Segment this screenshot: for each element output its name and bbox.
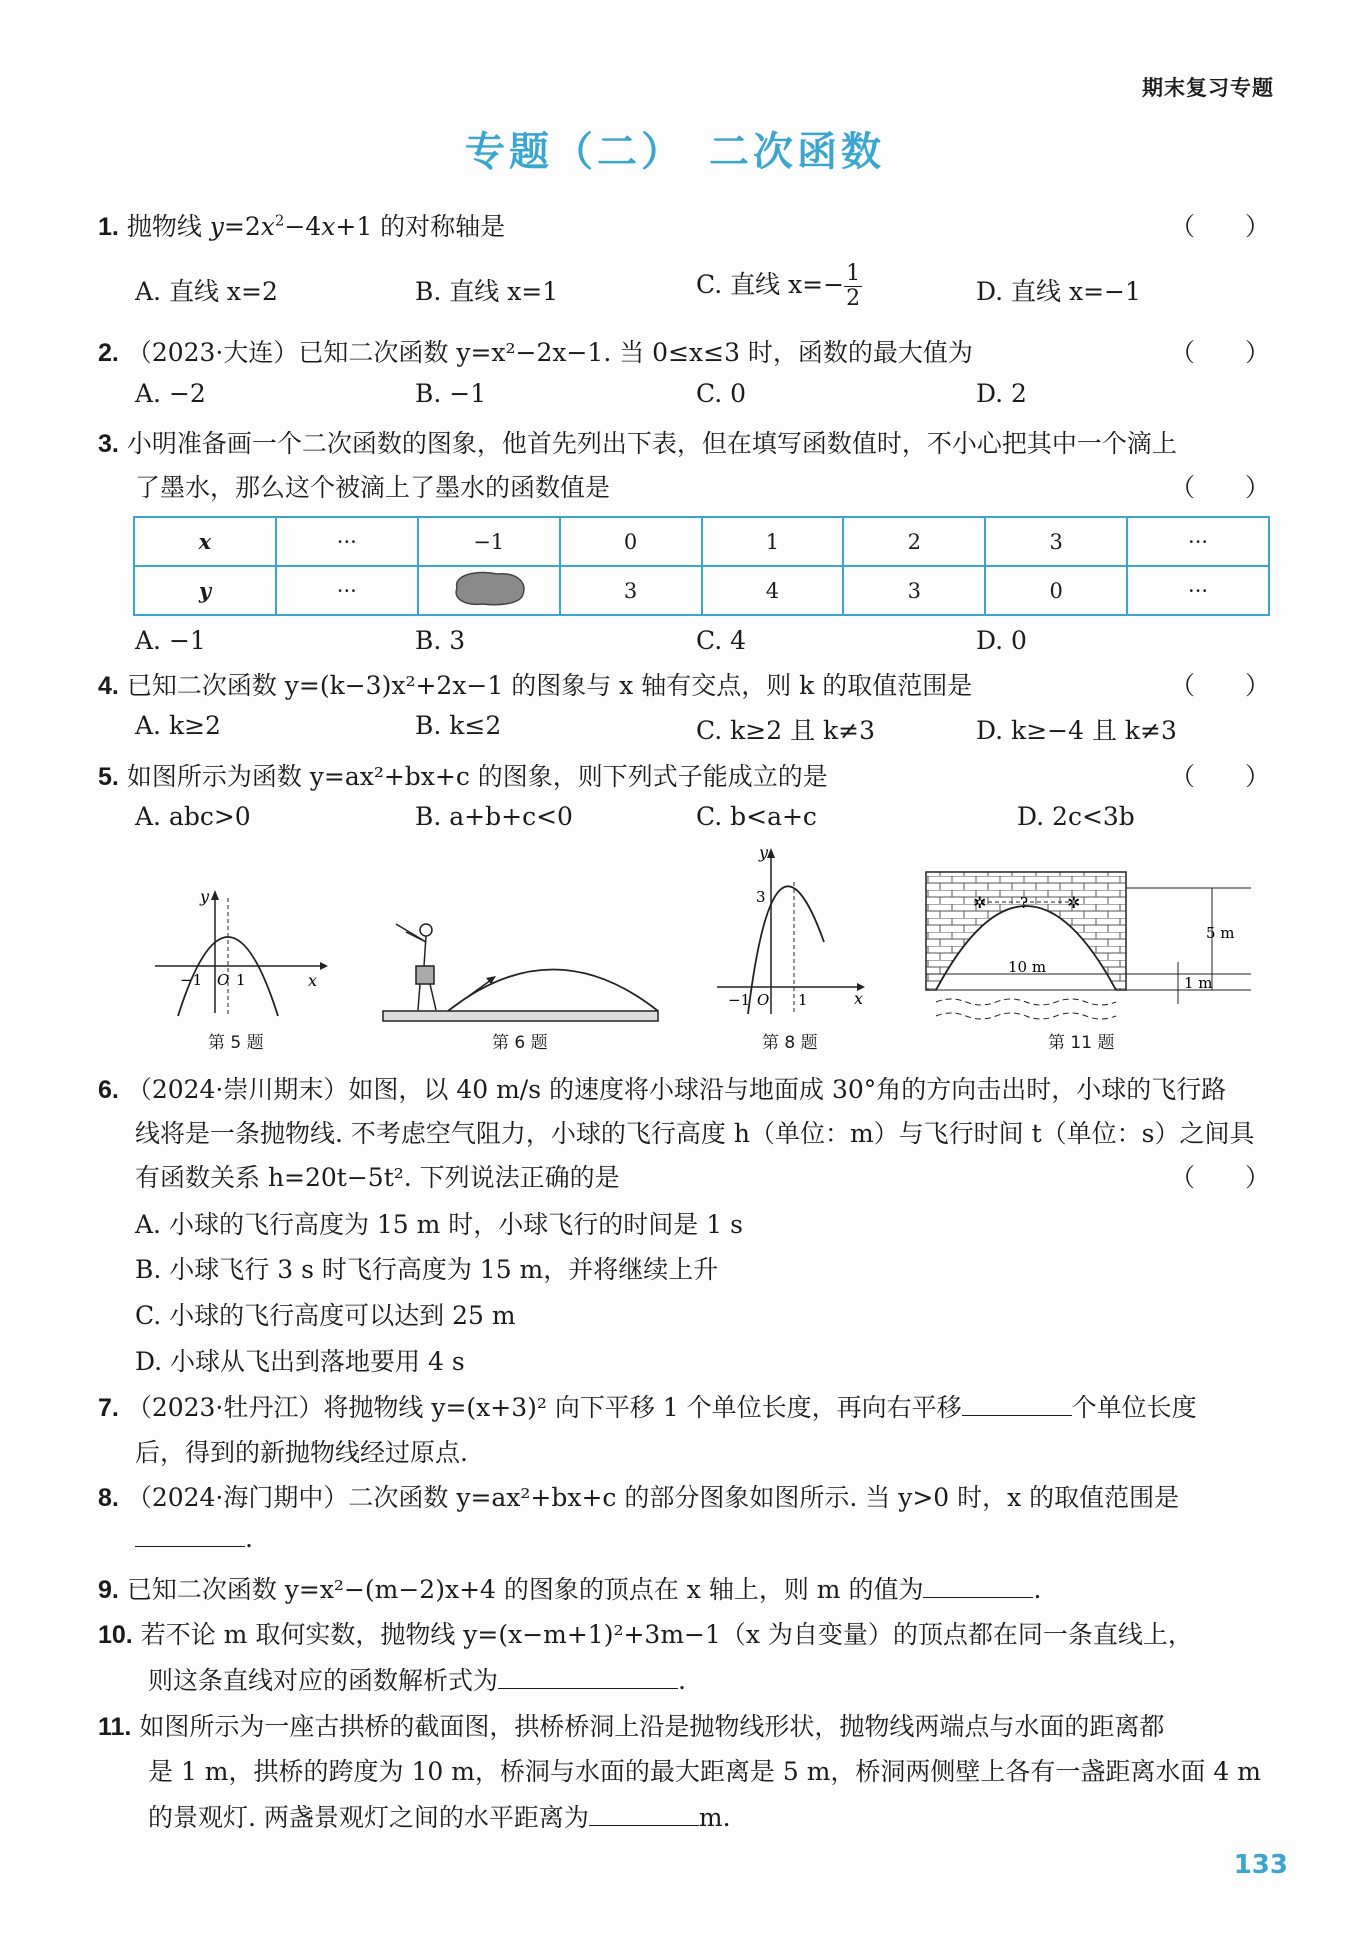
option-c-text: C. 直线 x=−	[696, 270, 845, 299]
question-2	[98, 333, 973, 369]
figure-caption: 第 6 题	[492, 1033, 548, 1053]
tick-label: 1	[798, 991, 808, 1009]
question-text: 如图所示为一座古拱桥的截面图，拱桥桥洞上沿是抛物线形状，抛物线两端点与水面的距离都	[139, 1712, 1165, 1741]
option-d: D. k≥−4 且 k≠3	[976, 716, 1177, 745]
question-6	[98, 1070, 1226, 1106]
answer-blank[interactable]	[923, 1596, 1033, 1598]
option-a: A. 直线 x=2	[135, 277, 278, 306]
table-cell: ···	[276, 517, 418, 566]
fraction	[844, 262, 862, 311]
question-number: 6.	[98, 1076, 119, 1104]
option-b: B. k≤2	[415, 711, 502, 740]
option-b: B. 直线 x=1	[415, 277, 559, 306]
answer-paren: （ ）	[1169, 671, 1270, 700]
question-text: 已知二次函数 y=(k−3)x²+2x−1 的图象与 x 轴有交点，则 k 的取值范围是	[126, 671, 973, 700]
question-11-line2: 是 1 m，拱桥的跨度为 10 m，桥洞与水面的最大距离是 5 m，桥洞两侧壁上各有一盏距离水面 4 m	[148, 1757, 1261, 1786]
question-number: 1.	[98, 213, 119, 241]
y-axis-label: y	[759, 843, 769, 862]
fraction-numerator: 1	[846, 261, 861, 286]
question-number: 9.	[98, 1576, 119, 1604]
answer-paren: （ ）	[1169, 473, 1270, 502]
height-label: 5 m	[1206, 924, 1235, 942]
option-d: D. 直线 x=−1	[976, 277, 1141, 306]
option-a: A. −2	[135, 379, 206, 408]
page-number: 133	[1233, 1850, 1288, 1880]
origin-label: O	[757, 991, 770, 1009]
origin-label: O	[217, 971, 230, 989]
question-number: 7.	[98, 1394, 119, 1422]
answer-blank[interactable]	[589, 1824, 699, 1826]
option-d: D. 小球从飞出到落地要用 4 s	[135, 1347, 465, 1376]
table-cell: ···	[1127, 566, 1269, 615]
option-b: B. a+b+c<0	[415, 802, 573, 831]
answer-paren: （ ）	[1169, 212, 1270, 241]
question-8	[98, 1478, 1179, 1514]
question-number: 11.	[98, 1713, 132, 1741]
height-label: 1 m	[1184, 974, 1213, 992]
ink-blot-cell	[418, 566, 560, 615]
figure-6-golfer	[378, 918, 668, 1028]
figure-caption: 第 11 题	[1048, 1033, 1115, 1053]
question-text: 的对称轴是	[372, 212, 506, 241]
question-7-line2: 后，得到的新抛物线经过原点.	[135, 1438, 468, 1467]
option-a: A. 小球的飞行高度为 15 m 时，小球飞行的时间是 1 s	[135, 1210, 743, 1239]
question-10-line2	[148, 1661, 686, 1697]
option-c: C. 4	[696, 626, 747, 655]
table-row-y	[134, 566, 1269, 615]
question-text: .	[245, 1524, 253, 1553]
figure-11-bridge	[916, 862, 1276, 1027]
answer-paren: （ ）	[1169, 762, 1270, 791]
question-9	[98, 1570, 1041, 1606]
question-text: m.	[698, 1803, 731, 1832]
question-text: （2023·牡丹江）将抛物线 y=(x+3)² 向下平移 1 个单位长度，再向右平移	[126, 1393, 962, 1422]
question-1: 1. 抛物线 $y=2x^2-4x+1$ 的对称轴是	[98, 211, 506, 241]
question-11	[98, 1707, 1164, 1743]
option-c	[696, 262, 862, 311]
lamp-icon: ✲	[973, 893, 987, 912]
figure-caption: 第 8 题	[762, 1033, 818, 1053]
option-c: C. b<a+c	[696, 802, 817, 831]
option-b: B. 小球飞行 3 s 时飞行高度为 15 m，并将继续上升	[135, 1255, 719, 1284]
question-number: 3.	[98, 430, 119, 458]
question-6-line3: 有函数关系 h=20t−5t². 下列说法正确的是	[135, 1163, 620, 1192]
question-number: 4.	[98, 672, 119, 700]
tick-label: 3	[756, 888, 766, 906]
question-number: 8.	[98, 1484, 119, 1512]
option-d: D. 0	[976, 626, 1027, 655]
option-d: D. 2c<3b	[1017, 802, 1135, 831]
figure-5-graph	[150, 888, 330, 1018]
question-7	[98, 1388, 1197, 1424]
option-a: A. −1	[135, 626, 206, 655]
span-label: 10 m	[1008, 958, 1047, 976]
answer-paren: （ ）	[1169, 1163, 1270, 1192]
question-text: 小明准备画一个二次函数的图象，他首先列出下表，但在填写函数值时，不小心把其中一个滴上	[126, 429, 1177, 458]
value-table	[133, 516, 1270, 616]
tick-label: 1	[236, 971, 246, 989]
table-cell: x	[134, 517, 276, 566]
question-text: 如图所示为函数 y=ax²+bx+c 的图象，则下列式子能成立的是	[126, 762, 828, 791]
question-number: 10.	[98, 1621, 133, 1649]
answer-paren: （ ）	[1169, 338, 1270, 367]
tick-label: −1	[728, 991, 751, 1009]
table-cell: 0	[985, 566, 1127, 615]
question-10	[98, 1615, 1193, 1651]
question-text: （2023·大连）已知二次函数 y=x²−2x−1. 当 0≤x≤3 时，函数的最大值为	[126, 338, 973, 367]
golfer-icon	[396, 924, 436, 1010]
table-cell: 0	[560, 517, 702, 566]
option-a: A. abc>0	[135, 802, 251, 831]
x-axis-label: x	[308, 971, 318, 990]
option-b: B. −1	[415, 379, 487, 408]
option-d: D. 2	[976, 379, 1027, 408]
question-text: （2024·崇川期末）如图，以 40 m/s 的速度将小球沿与地面成 30°角的方向击出时，小球的飞行路	[126, 1075, 1227, 1104]
question-8-line2	[135, 1524, 253, 1553]
table-cell: 1	[702, 517, 844, 566]
question-text: .	[1033, 1575, 1042, 1604]
table-cell: 3	[843, 566, 985, 615]
lamp-icon: ✲	[1067, 893, 1081, 912]
answer-blank[interactable]	[498, 1687, 678, 1689]
tick-label: −1	[180, 971, 203, 989]
page-title: 专题（二） 二次函数	[465, 129, 885, 175]
question-11-line3	[148, 1798, 731, 1834]
distance-unknown: ?	[1020, 894, 1029, 912]
question-text: 个单位长度	[1071, 1393, 1197, 1422]
table-cell: y	[134, 566, 276, 615]
section-header: 期末复习专题	[1142, 76, 1274, 100]
table-cell: ···	[276, 566, 418, 615]
answer-blank[interactable]	[962, 1414, 1072, 1416]
ink-blot-icon	[449, 568, 529, 608]
option-c: C. 小球的飞行高度可以达到 25 m	[135, 1301, 516, 1330]
table-cell: 4	[702, 566, 844, 615]
table-row-x	[134, 517, 1269, 566]
option-c: C. 0	[696, 379, 747, 408]
question-number: 2.	[98, 339, 119, 367]
question-text: 则这条直线对应的函数解析式为	[148, 1666, 499, 1695]
fraction-denominator: 2	[846, 286, 861, 311]
figure-caption: 第 5 题	[208, 1033, 264, 1053]
table-cell: −1	[418, 517, 560, 566]
question-text: 抛物线	[126, 212, 210, 241]
x-axis-label: x	[854, 989, 864, 1008]
question-text: 若不论 m 取何实数，抛物线 y=(x−m+1)²+3m−1（x 为自变量）的顶点都在同一条直线上，	[140, 1620, 1193, 1649]
question-6-line2: 线将是一条抛物线. 不考虑空气阻力，小球的飞行高度 h（单位：m）与飞行时间 t（单位：s）之间具	[135, 1119, 1255, 1148]
table-cell: ···	[1127, 517, 1269, 566]
option-a: A. k≥2	[135, 711, 221, 740]
question-3-line2: 了墨水，那么这个被滴上了墨水的函数值是	[135, 473, 611, 502]
table-cell: 3	[560, 566, 702, 615]
figure-8-graph	[712, 842, 872, 1022]
question-5	[98, 757, 828, 793]
option-b: B. 3	[415, 626, 466, 655]
answer-blank[interactable]	[135, 1545, 245, 1547]
question-text: 已知二次函数 y=x²−(m−2)x+4 的图象的顶点在 x 轴上，则 m 的值为	[126, 1575, 924, 1604]
option-c: C. k≥2 且 k≠3	[696, 716, 876, 745]
question-3	[98, 424, 1177, 460]
question-4	[98, 666, 972, 702]
table-cell: 2	[843, 517, 985, 566]
question-number: 5.	[98, 763, 119, 791]
question-text: （2024·海门期中）二次函数 y=ax²+bx+c 的部分图象如图所示. 当 y>0 时，x 的取值范围是	[126, 1483, 1180, 1512]
question-text: 的景观灯. 两盏景观灯之间的水平距离为	[148, 1803, 589, 1832]
table-cell: 3	[985, 517, 1127, 566]
question-text: .	[678, 1666, 686, 1695]
y-axis-label: y	[200, 888, 210, 906]
